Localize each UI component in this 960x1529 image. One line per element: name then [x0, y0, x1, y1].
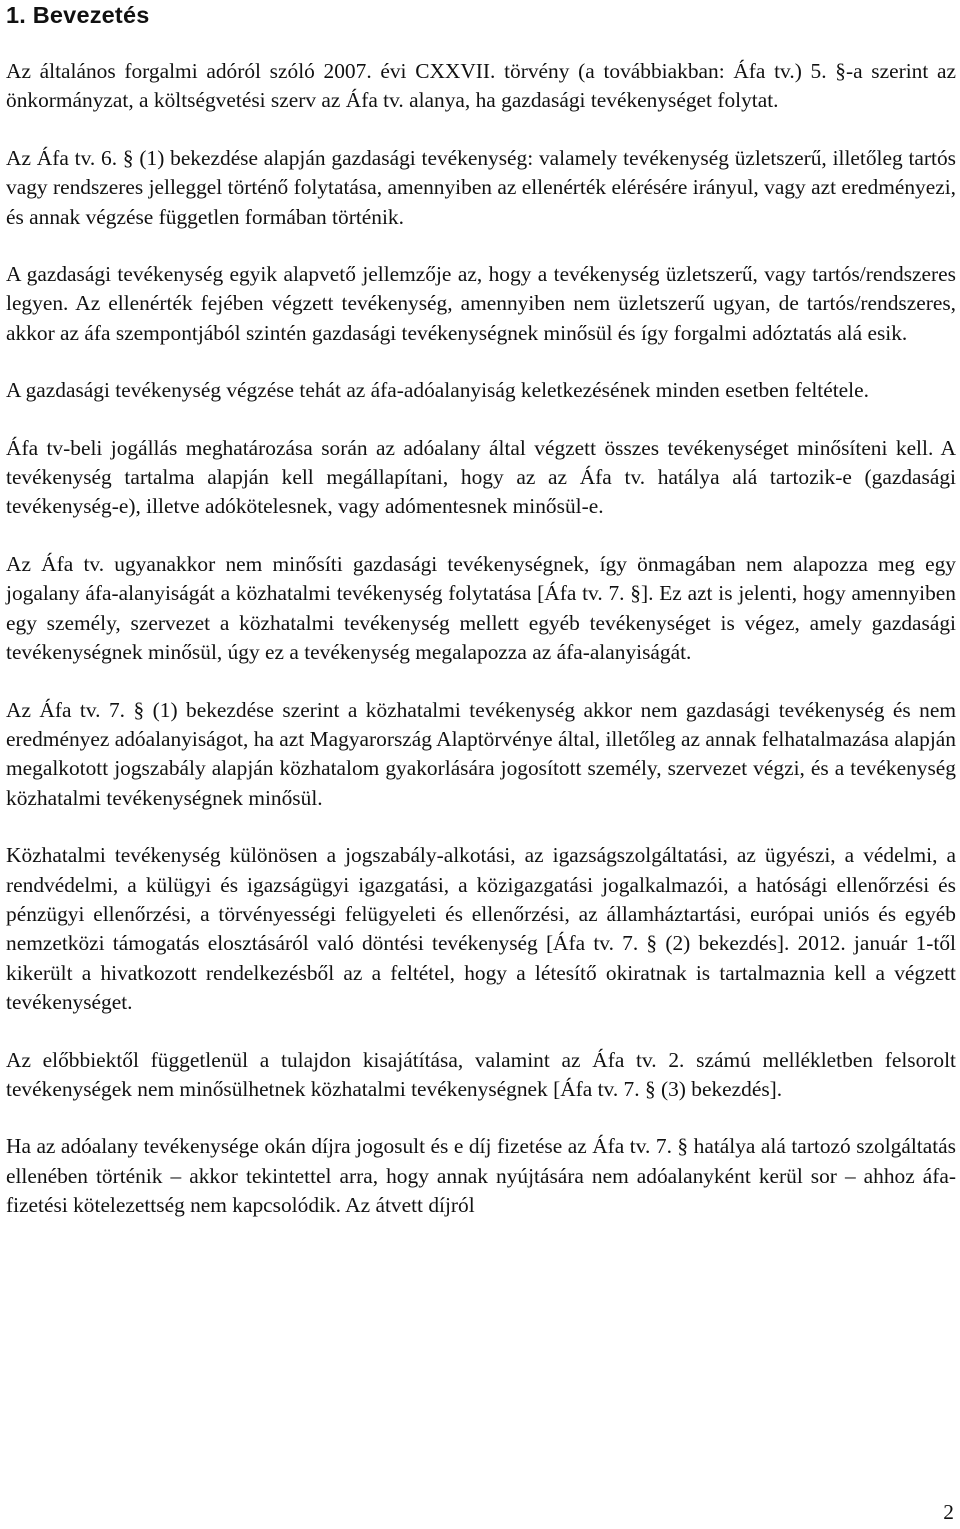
paragraph-feltetel: A gazdasági tevékenység végzése tehát az áfa-adóalanyiság keletkezésének minden esetben feltétele. [6, 378, 869, 403]
paragraph-afa-6: Az Áfa tv. 6. § (1) bekezdése alapján gazdasági tevékenység: valamely tevékenység üzletszerű, illetőleg tartós vagy rendszeres jelleggel történő folytatása, amennyiben az ellenérték elérésére irányul, vagy azt eredményezi, és annak végzése független formában történik. [6, 145, 956, 229]
page-number: 2 [943, 1500, 954, 1524]
paragraph-gazdasagi-jellemzo: A gazdasági tevékenység egyik alapvető jellemzője az, hogy a tevékenység üzletszerű, vagy tartós/rendszeres legyen. Az ellenérték fejében végzett tevékenység, amennyiben nem üzletszerű ugyan, de tartós/rendszeres, akkor az áfa szempontjából szintén gazdasági tevékenységnek minősül és így forgalmi adóztatás alá esik. [6, 262, 956, 345]
paragraph-kozhatalmi-kulonosen: Közhatalmi tevékenység különösen a jogszabály-alkotási, az igazságszolgáltatási, az ügyészi, a védelmi, a rendvédelmi, a külügyi és igazságügyi igazgatási, a közigazgatási jogalkalmazói, a hatósági ellenőrzési és pénzügyi ellenőrzési, a törvényességi felügyeleti és ellenőrzési, az államháztartási, európai uniós és egyéb nemzetközi támogatás elosztásáról való döntési tevékenység [Áfa tv. 7. § (2) bekezdés]. 2012. január 1-től kikerült a hivatkozott rendelkezésből az a feltétel, hogy a létesítő okiratnak is tartalmaznia kell a végzett tevékenységet. [6, 843, 956, 1015]
document-page [6, 0, 956, 1221]
section-heading: 1. Bevezetés [6, 2, 150, 28]
paragraph-dijra-jogosult: Ha az adóalany tevékenysége okán díjra jogosult és e díj fizetése az Áfa tv. 7. § hatálya alá tartozó szolgáltatás ellenében történik – akkor tekintettel arra, hogy annak nyújtására nem adóalanyként kerül sor – ahhoz áfa-fizetési kötelezettség nem kapcsolódik. Az átvett díjról [6, 1134, 956, 1218]
paragraph-afa-5: Az általános forgalmi adóról szóló 2007. évi CXXVII. törvény (a továbbiakban: Áfa tv.) 5. §-a szerint az önkormányzat, a költségvetési szerv az Áfa tv. alanya, ha gazdasági tevékenységet folytat. [6, 59, 956, 113]
paragraph-kozhatalmi-7: Az Áfa tv. ugyanakkor nem minősíti gazdasági tevékenységnek, így önmagában nem alapozza meg egy jogalany áfa-alanyiságát a közhatalmi tevékenység folytatása [Áfa tv. 7. §]. Ez azt is jelenti, hogy amennyiben egy személy, szervezet a közhatalmi tevékenység mellett egyéb tevékenységet is végez, amely gazdasági tevékenységnek minősül, úgy ez a tevékenység megalapozza az áfa-alanyiságát. [6, 551, 956, 665]
paragraph-afa-7-1: Az Áfa tv. 7. § (1) bekezdése szerint a közhatalmi tevékenység akkor nem gazdasági tevékenység és nem eredményez adóalanyiságot, ha azt Magyarország Alaptörvénye által, illetőleg az annak felhatalmazása alapján megalkotott jogszabály alapján közhatalom gyakorlására jogosított személy, szervezet végzi, és a tevékenység közhatalmi tevékenységnek minősül. [6, 697, 956, 810]
paragraph-kisajatitas: Az előbbiektől függetlenül a tulajdon kisajátítása, valamint az Áfa tv. 2. számú mellékletben felsorolt tevékenységek nem minősülhetnek közhatalmi tevékenységnek [Áfa tv. 7. § (3) bekezdés]. [6, 1047, 956, 1101]
paragraph-jogallas: Áfa tv-beli jogállás meghatározása során az adóalany által végzett összes tevékenységet minősíteni kell. A tevékenység tartalma alapján kell megállapítani, hogy az az Áfa tv. hatálya alá tartozik-e (gazdasági tevékenység-e), illetve adókötelesnek, vagy adómentesnek minősül-e. [6, 435, 956, 519]
